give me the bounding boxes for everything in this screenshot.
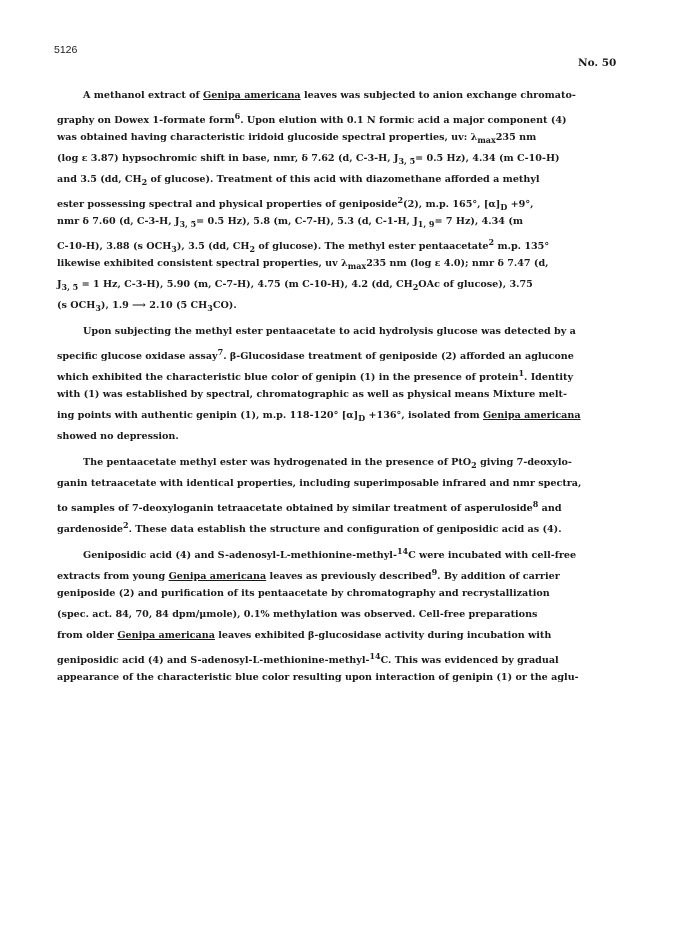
superscript: 6 bbox=[234, 111, 241, 121]
text-line bbox=[57, 604, 627, 625]
text-run: geniposidic acid (4) and S-adenosyl-L-methionine-methyl- bbox=[57, 655, 370, 667]
subscript: max bbox=[477, 134, 496, 145]
subscript: 2 bbox=[412, 281, 419, 292]
text-run: extracts from young bbox=[57, 571, 169, 583]
text-run: (2), m.p. 165°, [α] bbox=[403, 199, 501, 211]
text-line bbox=[57, 190, 627, 211]
superscript: 8 bbox=[532, 499, 539, 509]
text-run: leaves exhibited β-glucosidase activity during incubation with bbox=[214, 630, 552, 641]
text-line bbox=[57, 562, 627, 583]
text-line bbox=[57, 211, 627, 232]
text-run: . By addition of carrier bbox=[437, 571, 560, 583]
text-run: +9°, bbox=[507, 199, 534, 211]
subscript: max bbox=[347, 260, 367, 271]
text-run: (s OCH bbox=[57, 300, 96, 311]
text-run: from older bbox=[57, 630, 118, 641]
text-line bbox=[57, 274, 627, 295]
text-line bbox=[57, 646, 627, 667]
superscript: 9 bbox=[431, 567, 438, 577]
text-run: C were incubated with cell-free bbox=[408, 550, 577, 562]
text-line bbox=[57, 384, 627, 405]
text-line bbox=[57, 541, 627, 562]
text-run: The pentaacetate methyl ester was hydrogenated in the presence of PtO bbox=[83, 457, 472, 468]
subscript: D bbox=[500, 202, 508, 213]
text-run: C-10-H), 3.88 (s OCH bbox=[57, 241, 172, 253]
text-line bbox=[57, 515, 627, 536]
subscript: 3 bbox=[95, 302, 101, 313]
text-run: . These data establish the structure and configuration of geniposidic acid as (4). bbox=[128, 524, 562, 536]
text-run: (log ε 3.87) hypsochromic shift in base, nmr, δ 7.62 (d, C-3-H, J bbox=[57, 153, 399, 164]
text-line bbox=[57, 473, 627, 494]
text-run: CO). bbox=[212, 300, 237, 311]
subscript: 3, 5 bbox=[398, 155, 416, 166]
text-run: . β-Glucosidase treatment of geniposide (2) afforded an aglucone bbox=[223, 351, 574, 363]
subscript: 1, 9 bbox=[417, 218, 435, 229]
text-run: = 7 Hz), 4.34 (m bbox=[434, 216, 524, 227]
species-name: Genipa americana bbox=[117, 630, 215, 641]
text-run: J bbox=[57, 279, 62, 290]
subscript: 3, 5 bbox=[61, 281, 79, 292]
text-line bbox=[57, 583, 627, 604]
superscript: 2 bbox=[123, 520, 129, 530]
text-run: Geniposidic acid (4) and S-adenosyl-L-methionine-methyl- bbox=[83, 550, 397, 562]
text-run: geniposide (2) and purification of its pentaacetate by chromatography and recrystallization bbox=[57, 588, 550, 599]
page-number: 5126 bbox=[54, 44, 78, 56]
text-run: appearance of the characteristic blue color resulting upon interaction of genipin (1) or the aglu- bbox=[57, 672, 579, 683]
species-name: Genipa americana bbox=[168, 571, 267, 583]
text-run: m.p. 135° bbox=[494, 241, 550, 253]
text-line bbox=[57, 405, 627, 426]
paragraph bbox=[57, 321, 627, 447]
subscript: 3, 5 bbox=[179, 218, 197, 229]
text-run: C. This was evidenced by gradual bbox=[380, 655, 559, 667]
text-run: = 0.5 Hz), 5.8 (m, C-7-H), 5.3 (d, C-1-H, J bbox=[196, 216, 418, 227]
text-run: to samples of 7-deoxyloganin tetraacetate obtained by similar treatment of asperuloside bbox=[57, 503, 533, 515]
paragraph bbox=[57, 85, 627, 316]
text-run: and 3.5 (dd, CH bbox=[57, 174, 142, 185]
paragraph bbox=[57, 452, 627, 536]
text-run: ), 3.5 (dd, CH bbox=[176, 241, 250, 253]
species-name: Genipa americana bbox=[482, 410, 581, 421]
text-line bbox=[57, 321, 627, 342]
text-run: = 1 Hz, C-3-H), 5.90 (m, C-7-H), 4.75 (m C-10-H), 4.2 (dd, CH bbox=[78, 279, 413, 290]
text-run: nmr δ 7.60 (d, C-3-H, J bbox=[57, 216, 180, 227]
text-run: leaves was subjected to anion exchange chromato- bbox=[300, 90, 576, 101]
superscript: 1 bbox=[518, 368, 525, 378]
text-run: +136°, isolated from bbox=[365, 410, 483, 421]
text-line bbox=[57, 667, 627, 688]
issue-number: No. 50 bbox=[578, 57, 617, 69]
text-line bbox=[57, 253, 627, 274]
text-run: graphy on Dowex 1-formate form bbox=[57, 115, 235, 127]
text-run: giving 7-deoxylo- bbox=[476, 457, 572, 468]
paragraph bbox=[57, 541, 627, 688]
text-line bbox=[57, 148, 627, 169]
text-line bbox=[57, 342, 627, 363]
subscript: D bbox=[358, 412, 366, 423]
text-run: A methanol extract of bbox=[83, 90, 204, 101]
text-run: with (1) was established by spectral, chromatographic as well as physical means Mixture melt- bbox=[57, 389, 567, 400]
text-line bbox=[57, 127, 627, 148]
text-run: leaves as previously described bbox=[266, 571, 432, 583]
superscript: 2 bbox=[397, 195, 404, 205]
text-run: = 0.5 Hz), 4.34 (m C-10-H) bbox=[415, 153, 560, 164]
text-run: gardenoside bbox=[57, 524, 124, 536]
body-text bbox=[57, 85, 627, 688]
text-run: which exhibited the characteristic blue color of genipin (1) in the presence of protein bbox=[57, 372, 519, 384]
species-name: Genipa americana bbox=[203, 90, 301, 101]
subscript: 3 bbox=[171, 244, 177, 255]
text-line bbox=[57, 232, 627, 253]
text-line bbox=[57, 363, 627, 384]
text-line bbox=[57, 494, 627, 515]
superscript: 7 bbox=[217, 347, 224, 357]
superscript: 2 bbox=[488, 237, 495, 247]
text-run: 235 nm (log ε 4.0); nmr δ 7.47 (d, bbox=[366, 258, 549, 269]
text-run: specific glucose oxidase assay bbox=[57, 351, 218, 363]
text-run: showed no depression. bbox=[57, 431, 179, 442]
text-run: Upon subjecting the methyl ester pentaacetate to acid hydrolysis glucose was detected by a bbox=[83, 326, 576, 337]
text-line bbox=[57, 426, 627, 447]
text-line bbox=[57, 625, 627, 646]
subscript: 2 bbox=[249, 244, 256, 255]
text-run: (spec. act. 84, 70, 84 dpm/μmole), 0.1% methylation was observed. Cell-free preparations bbox=[57, 609, 538, 620]
text-run: of glucose). Treatment of this acid with diazomethane afforded a methyl bbox=[147, 174, 540, 185]
text-run: of glucose). The methyl ester pentaacetate bbox=[255, 241, 489, 253]
text-run: was obtained having characteristic iridoid glucoside spectral properties, uv: λ bbox=[57, 132, 478, 143]
text-run: OAc of glucose), 3.75 bbox=[418, 279, 533, 290]
text-run: ), 1.9 ⟶ 2.10 (5 CH bbox=[100, 300, 208, 311]
text-line bbox=[57, 85, 627, 106]
text-run: ing points with authentic genipin (1), m.p. 118-120° [α] bbox=[57, 410, 359, 421]
text-run: . Upon elution with 0.1 N formic acid a major component (4) bbox=[240, 115, 567, 127]
text-run: 235 nm bbox=[495, 132, 537, 143]
text-run: ester possessing spectral and physical properties of geniposide bbox=[57, 199, 398, 211]
superscript: 14 bbox=[396, 546, 409, 556]
text-run: . Identity bbox=[524, 372, 574, 384]
subscript: 2 bbox=[141, 176, 148, 187]
subscript: 2 bbox=[471, 459, 477, 470]
text-line bbox=[57, 295, 627, 316]
text-run: likewise exhibited consistent spectral properties, uv λ bbox=[57, 258, 348, 269]
text-run: and bbox=[538, 503, 562, 515]
superscript: 14 bbox=[369, 651, 381, 661]
text-run: ganin tetraacetate with identical properties, including superimposable infrared and nmr spectra, bbox=[57, 478, 582, 489]
subscript: 3 bbox=[207, 302, 213, 313]
text-line bbox=[57, 169, 627, 190]
text-line bbox=[57, 452, 627, 473]
text-line bbox=[57, 106, 627, 127]
